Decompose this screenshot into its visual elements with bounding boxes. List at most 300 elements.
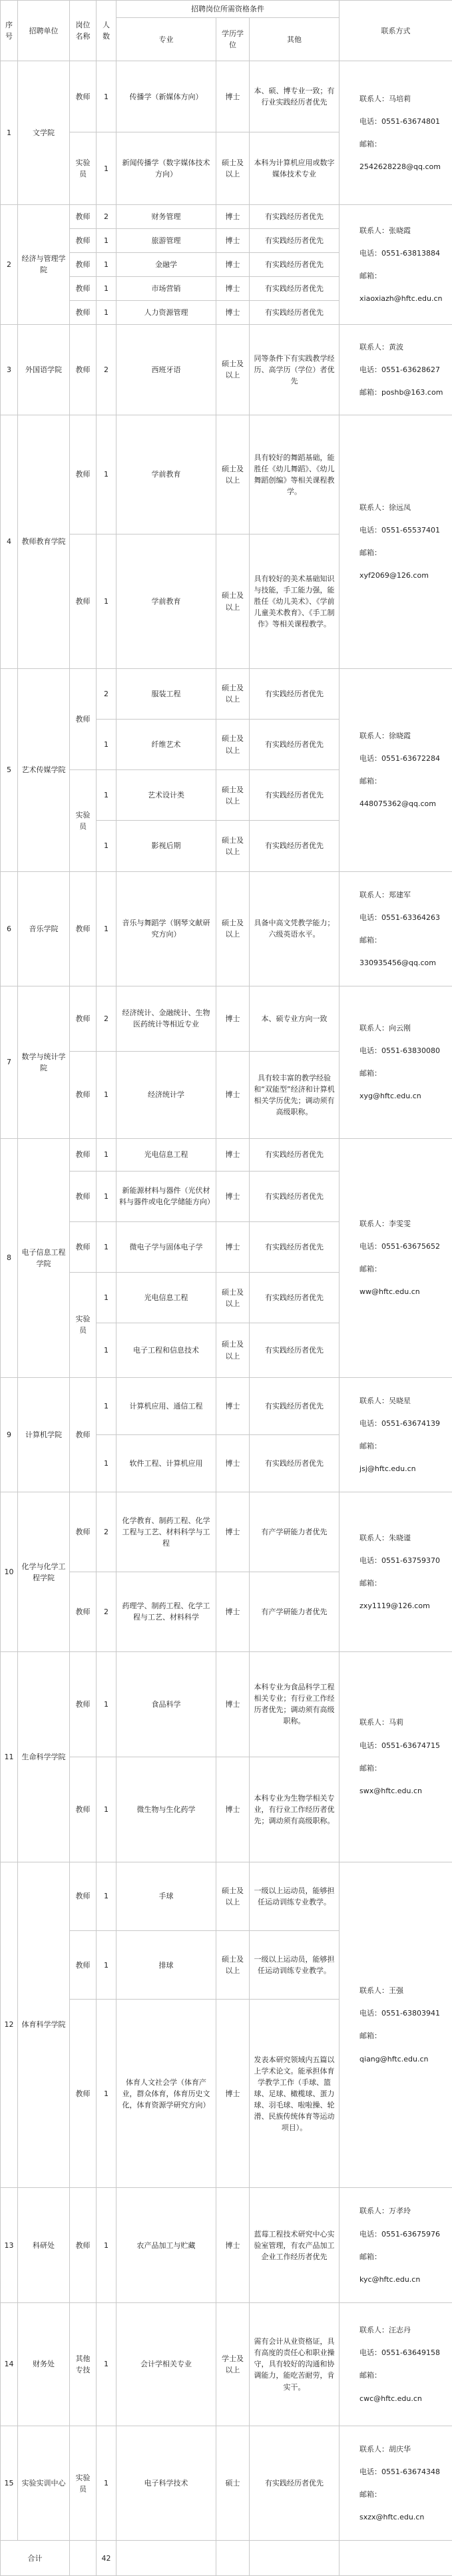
- contact-email: 448075362@qq.com: [359, 799, 436, 809]
- other-cell: 有实践经历者优先: [250, 252, 339, 276]
- degree-cell: 博士: [216, 1051, 250, 1138]
- degree-cell: 博士: [216, 228, 250, 252]
- total-blank: [216, 2541, 250, 2576]
- contact-person: 联系人：张晓霞: [359, 226, 411, 235]
- contact-cell: [339, 324, 452, 415]
- contact-person: 联系人：黄波: [359, 342, 404, 351]
- table-row: [1, 1862, 452, 1930]
- count-cell: 1: [97, 1273, 116, 1323]
- major-cell: 化学教育、制药工程、化学工程与工艺、材料科学与工程: [116, 1492, 216, 1572]
- major-cell: 学前教育: [116, 535, 216, 668]
- unit-index: 11: [1, 1651, 18, 1862]
- unit-index: 4: [1, 415, 18, 668]
- header-unit: 招聘单位: [18, 1, 70, 61]
- contact-email: swx@hftc.edu.cn: [359, 1786, 423, 1795]
- unit-name: 经济与管理学院: [18, 204, 70, 324]
- unit-index: 3: [1, 324, 18, 415]
- major-cell: 市场营销: [116, 276, 216, 300]
- contact-email: 邮箱：poshb@163.com: [359, 387, 443, 397]
- contact-email: qiang@hftc.edu.cn: [359, 2054, 429, 2063]
- count-cell: 1: [97, 1930, 116, 1999]
- degree-cell: 硕士及以上: [216, 770, 250, 821]
- unit-name: 文学院: [18, 61, 70, 205]
- contact-phone: 电话：0551-63675652: [359, 1242, 440, 1251]
- table-row: [1, 1138, 452, 1171]
- other-cell: 有实践经历者优先: [250, 1377, 339, 1434]
- count-cell: 1: [97, 535, 116, 668]
- table-row: [1, 871, 452, 986]
- position-cell: 教师: [70, 1171, 97, 1221]
- degree-cell: 硕士及以上: [216, 719, 250, 769]
- other-cell: 本、硕专业方向一致: [250, 986, 339, 1051]
- contact-email: xiaoxiazh@hftc.edu.cn: [359, 294, 443, 303]
- contact-cell: [339, 2188, 452, 2302]
- other-cell: 具有较丰富的教学经验和“双能型”经济和计算机相关学历优先；调动须有高级职称。: [250, 1051, 339, 1138]
- unit-index: 7: [1, 986, 18, 1138]
- count-cell: 1: [97, 252, 116, 276]
- other-cell: 有实践经历者优先: [250, 1138, 339, 1171]
- header-degree: 学历学位: [216, 18, 250, 61]
- count-cell: 1: [97, 2426, 116, 2540]
- position-cell: 教师: [70, 1138, 97, 1171]
- contact-person: 联系人：马莉: [359, 1718, 404, 1727]
- unit-name: 化学与化学工程学院: [18, 1492, 70, 1652]
- count-cell: 1: [97, 132, 116, 205]
- other-cell: 有实践经历者优先: [250, 1435, 339, 1492]
- table-row: [1, 2302, 452, 2426]
- contact-phone: 电话：0551-63803941: [359, 2009, 440, 2018]
- count-cell: 1: [97, 1323, 116, 1378]
- contact-phone: 电话：0551-63674801: [359, 117, 440, 126]
- major-cell: 艺术设计类: [116, 770, 216, 821]
- other-cell: 有实践经历者优先: [250, 668, 339, 719]
- contact-phone: 电话：0551-63649158: [359, 2348, 440, 2358]
- position-cell: 教师: [70, 986, 97, 1051]
- position-cell: 教师: [70, 1651, 97, 1757]
- total-blank: [250, 2541, 339, 2576]
- unit-name: 数学与统计学院: [18, 986, 70, 1138]
- contact-email: cwc@hftc.edu.cn: [359, 2394, 422, 2403]
- unit-index: 6: [1, 871, 18, 986]
- degree-cell: 硕士及以上: [216, 1862, 250, 1930]
- count-cell: 1: [97, 871, 116, 986]
- other-cell: 有产学研能力者优先: [250, 1572, 339, 1652]
- contact-email-label: 邮箱：: [359, 1265, 382, 1274]
- other-cell: 有实践经历者优先: [250, 300, 339, 324]
- unit-index: 13: [1, 2188, 18, 2302]
- degree-cell: 博士: [216, 276, 250, 300]
- position-cell: 教师: [70, 1492, 97, 1572]
- other-cell: 有实践经历者优先: [250, 2426, 339, 2540]
- degree-cell: 硕士及以上: [216, 132, 250, 205]
- unit-name: 音乐学院: [18, 871, 70, 986]
- other-cell: 有实践经历者优先: [250, 204, 339, 228]
- degree-cell: 博士: [216, 1138, 250, 1171]
- total-blank: [116, 2541, 216, 2576]
- contact-email: 330935456@qq.com: [359, 958, 436, 967]
- unit-name: 实验实训中心: [18, 2426, 70, 2540]
- header-count: 人数: [97, 1, 116, 61]
- contact-cell: [339, 871, 452, 986]
- other-cell: 具备中高文凭教学能力；六级英语水平。: [250, 871, 339, 986]
- other-cell: 有实践经历者优先: [250, 1171, 339, 1221]
- unit-name: 电子信息工程学院: [18, 1138, 70, 1377]
- contact-email-label: 邮箱：: [359, 1579, 382, 1588]
- unit-name: 生命科学学院: [18, 1651, 70, 1862]
- unit-index: 9: [1, 1377, 18, 1492]
- contact-person: 联系人：向云刚: [359, 1024, 411, 1033]
- count-cell: 1: [97, 2188, 116, 2302]
- contact-email-label: 邮箱：: [359, 2252, 382, 2261]
- count-cell: 1: [97, 770, 116, 821]
- unit-name: 计算机学院: [18, 1377, 70, 1492]
- count-cell: 1: [97, 415, 116, 535]
- contact-phone: 电话：0551-63628627: [359, 365, 440, 374]
- position-cell: 教师: [70, 871, 97, 986]
- contact-person: 联系人：郑建军: [359, 890, 411, 899]
- degree-cell: 硕士及以上: [216, 415, 250, 535]
- unit-name: 财务处: [18, 2302, 70, 2426]
- position-cell: 教师: [70, 1572, 97, 1652]
- header-index: 序号: [1, 1, 18, 61]
- count-cell: 1: [97, 1138, 116, 1171]
- degree-cell: 博士: [216, 1221, 250, 1272]
- table-row: [1, 2188, 452, 2302]
- degree-cell: 博士: [216, 1377, 250, 1434]
- contact-phone: 电话：0551-63674139: [359, 1419, 440, 1428]
- count-cell: 1: [97, 1862, 116, 1930]
- major-cell: 影视后期: [116, 821, 216, 871]
- position-cell: 实验员: [70, 132, 97, 205]
- other-cell: 有实践经历者优先: [250, 1273, 339, 1323]
- other-cell: 一级以上运动员，能够担任运动训练专业教学。: [250, 1862, 339, 1930]
- position-cell: 实验员: [70, 770, 97, 871]
- contact-email: 2542628228@qq.com: [359, 162, 441, 172]
- contact-cell: [339, 1651, 452, 1862]
- total-count: 42: [97, 2541, 116, 2576]
- contact-email: kyc@hftc.edu.cn: [359, 2274, 421, 2284]
- degree-cell: 硕士及以上: [216, 668, 250, 719]
- contact-email-label: 邮箱：: [359, 2032, 382, 2041]
- table-row: [1, 2426, 452, 2540]
- degree-cell: 硕士及以上: [216, 821, 250, 871]
- other-cell: 有实践经历者优先: [250, 276, 339, 300]
- unit-name: 外国语学院: [18, 324, 70, 415]
- count-cell: 1: [97, 1171, 116, 1221]
- position-cell: 教师: [70, 1051, 97, 1138]
- contact-email-label: 邮箱：: [359, 1442, 382, 1451]
- major-cell: 纤维艺术: [116, 719, 216, 769]
- contact-person: 联系人：王强: [359, 1986, 404, 1996]
- major-cell: 排球: [116, 1930, 216, 1999]
- major-cell: 西班牙语: [116, 324, 216, 415]
- degree-cell: 博士: [216, 204, 250, 228]
- position-cell: 其他专技: [70, 2302, 97, 2426]
- count-cell: 2: [97, 1492, 116, 1572]
- count-cell: 2: [97, 324, 116, 415]
- contact-cell: [339, 1492, 452, 1652]
- count-cell: 1: [97, 61, 116, 132]
- unit-name: 教师教育学院: [18, 415, 70, 668]
- count-cell: 2: [97, 1572, 116, 1652]
- major-cell: 服装工程: [116, 668, 216, 719]
- other-cell: 有产学研能力者优先: [250, 1492, 339, 1572]
- count-cell: 1: [97, 2302, 116, 2426]
- contact-email-label: 邮箱：: [359, 777, 382, 786]
- major-cell: 手球: [116, 1862, 216, 1930]
- position-cell: 教师: [70, 324, 97, 415]
- other-cell: 同等条件下有实践教学经历、高学历（学位）者优先: [250, 324, 339, 415]
- degree-cell: 硕士及以上: [216, 1323, 250, 1378]
- table-row: [1, 986, 452, 1051]
- other-cell: 有实践经历者优先: [250, 821, 339, 871]
- major-cell: 金融学: [116, 252, 216, 276]
- contact-phone: 电话：0551-63675976: [359, 2229, 440, 2239]
- degree-cell: 硕士及以上: [216, 1273, 250, 1323]
- count-cell: 1: [97, 821, 116, 871]
- contact-email: sxzx@hftc.edu.cn: [359, 2513, 425, 2522]
- contact-cell: [339, 668, 452, 871]
- position-cell: 教师: [70, 2000, 97, 2188]
- count-cell: 1: [97, 719, 116, 769]
- header-conditions: 招聘岗位所需资格条件: [116, 1, 339, 18]
- total-blank: [339, 2541, 452, 2576]
- table-row: [1, 415, 452, 535]
- contact-email: xyg@hftc.edu.cn: [359, 1092, 421, 1101]
- major-cell: 电子科学技术: [116, 2426, 216, 2540]
- count-cell: 1: [97, 1757, 116, 1862]
- degree-cell: 博士: [216, 2188, 250, 2302]
- position-cell: 教师: [70, 228, 97, 252]
- degree-cell: 博士: [216, 1171, 250, 1221]
- other-cell: 有实践经历者优先: [250, 228, 339, 252]
- contact-email: jsj@hftc.edu.cn: [359, 1464, 416, 1474]
- count-cell: 1: [97, 1435, 116, 1492]
- position-cell: 教师: [70, 1862, 97, 1930]
- header-major: 专业: [116, 18, 216, 61]
- contact-email-label: 邮箱：: [359, 2371, 382, 2380]
- other-cell: 蓝莓工程技术研究中心实验室管理，有农产品加工企业工作经历者优先: [250, 2188, 339, 2302]
- degree-cell: 博士: [216, 1572, 250, 1652]
- other-cell: 有实践经历者优先: [250, 770, 339, 821]
- contact-person: 联系人：万孝玲: [359, 2207, 411, 2216]
- major-cell: 软件工程、计算机应用: [116, 1435, 216, 1492]
- other-cell: 有实践经历者优先: [250, 719, 339, 769]
- contact-person: 联系人：吴晓星: [359, 1396, 411, 1405]
- other-cell: 本科为计算机应用或数字媒体技术专业: [250, 132, 339, 205]
- count-cell: 1: [97, 228, 116, 252]
- contact-email-label: 邮箱：: [359, 2490, 382, 2499]
- unit-index: 5: [1, 668, 18, 871]
- unit-name: 体育科学学院: [18, 1862, 70, 2188]
- major-cell: 农产品加工与贮藏: [116, 2188, 216, 2302]
- degree-cell: 硕士及以上: [216, 1930, 250, 1999]
- major-cell: 微生物与生化药学: [116, 1757, 216, 1862]
- contact-cell: [339, 2426, 452, 2540]
- contact-person: 联系人：朱晓谨: [359, 1533, 411, 1542]
- contact-phone: 电话：0551-63364263: [359, 913, 440, 922]
- contact-email: xyf2069@126.com: [359, 571, 429, 580]
- degree-cell: 博士: [216, 1651, 250, 1757]
- table-row: [1, 668, 452, 719]
- major-cell: 会计学相关专业: [116, 2302, 216, 2426]
- major-cell: 新闻传播学（数字媒体技术方向）: [116, 132, 216, 205]
- contact-cell: [339, 61, 452, 205]
- contact-person: 联系人：李雯雯: [359, 1219, 411, 1229]
- position-cell: 教师: [70, 1930, 97, 1999]
- contact-email-label: 邮箱：: [359, 1069, 382, 1078]
- contact-person: 联系人：汪志丹: [359, 2326, 411, 2335]
- header-other: 其他: [250, 18, 339, 61]
- major-cell: 财务管理: [116, 204, 216, 228]
- contact-cell: [339, 415, 452, 668]
- other-cell: 有实践经历者优先: [250, 1221, 339, 1272]
- position-cell: 教师: [70, 415, 97, 535]
- other-cell: 发表本研究领域内五篇以上学术论文。能承担体育学教学工作（手球、篮球、足球、橄榄球、蛋力球、羽毛球、啦啦操、轮滑、民族传统体育等运动项目）。: [250, 2000, 339, 2188]
- count-cell: 1: [97, 1221, 116, 1272]
- major-cell: 学前教育: [116, 415, 216, 535]
- degree-cell: 博士: [216, 986, 250, 1051]
- position-cell: 实验员: [70, 2426, 97, 2540]
- table-row: [1, 324, 452, 415]
- degree-cell: 硕士及以上: [216, 324, 250, 415]
- major-cell: 药理学、制药工程、化学工程与工艺、材料科学: [116, 1572, 216, 1652]
- contact-email-label: 邮箱：: [359, 140, 382, 149]
- contact-person: 联系人：胡庆华: [359, 2445, 411, 2454]
- contact-person: 联系人：徐晓霞: [359, 731, 411, 740]
- other-cell: 有实践经历者优先: [250, 1323, 339, 1378]
- unit-index: 14: [1, 2302, 18, 2426]
- position-cell: 教师: [70, 61, 97, 132]
- header-contact: 联系方式: [339, 1, 452, 61]
- header-position: 岗位名称: [70, 1, 97, 61]
- position-cell: 教师: [70, 300, 97, 324]
- contact-email-label: 邮箱：: [359, 271, 382, 280]
- degree-cell: 博士: [216, 1435, 250, 1492]
- major-cell: 电子工程和信息技术: [116, 1323, 216, 1378]
- other-cell: 本科专业为生物学相关专业，有行业工作经历者优先；调动须有高级职称。: [250, 1757, 339, 1862]
- count-cell: 1: [97, 1377, 116, 1434]
- count-cell: 1: [97, 300, 116, 324]
- position-cell: 教师: [70, 252, 97, 276]
- contact-cell: [339, 2302, 452, 2426]
- position-cell: 教师: [70, 1221, 97, 1272]
- degree-cell: 博士: [216, 2000, 250, 2188]
- degree-cell: 博士: [216, 1757, 250, 1862]
- position-cell: 教师: [70, 668, 97, 769]
- major-cell: 新能源材料与器件（光伏材料与器件或电化学储能方向）: [116, 1171, 216, 1221]
- major-cell: 体育人文社会学（体育产业，群众体育，体育历史文化，体育资源学研究方向）: [116, 2000, 216, 2188]
- degree-cell: 博士: [216, 300, 250, 324]
- contact-phone: 电话：0551-63674715: [359, 1741, 440, 1750]
- table-row: [1, 61, 452, 132]
- contact-email-label: 邮箱：: [359, 548, 382, 558]
- major-cell: 人力资源管理: [116, 300, 216, 324]
- degree-cell: 博士: [216, 1492, 250, 1572]
- unit-index: 8: [1, 1138, 18, 1377]
- degree-cell: 硕士及以上: [216, 871, 250, 986]
- table-row: [1, 1377, 452, 1434]
- degree-cell: 硕士: [216, 2426, 250, 2540]
- contact-email: zxy1119@126.com: [359, 1602, 430, 1611]
- position-cell: 教师: [70, 2188, 97, 2302]
- position-cell: 教师: [70, 1757, 97, 1862]
- contact-phone: 电话：0551-63830080: [359, 1046, 440, 1056]
- degree-cell: 硕士及以上: [216, 535, 250, 668]
- unit-name: 科研处: [18, 2188, 70, 2302]
- major-cell: 食品科学: [116, 1651, 216, 1757]
- major-cell: 计算机应用、通信工程: [116, 1377, 216, 1434]
- contact-phone: 电话：0551-63813884: [359, 248, 440, 258]
- contact-cell: [339, 1138, 452, 1377]
- position-cell: 教师: [70, 1377, 97, 1492]
- count-cell: 1: [97, 1651, 116, 1757]
- table-row: [1, 204, 452, 228]
- major-cell: 旅游管理: [116, 228, 216, 252]
- position-cell: 教师: [70, 204, 97, 228]
- other-cell: 具有较好的舞蹈基础，能胜任《幼儿舞蹈》、《幼儿舞蹈创编》等相关课程教学。: [250, 415, 339, 535]
- contact-email-label: 邮箱：: [359, 1763, 382, 1773]
- major-cell: 经济统计学: [116, 1051, 216, 1138]
- total-spacer: [70, 2541, 97, 2576]
- contact-phone: 电话：0551-63672284: [359, 754, 440, 763]
- major-cell: 光电信息工程: [116, 1273, 216, 1323]
- major-cell: 微电子学与固体电子学: [116, 1221, 216, 1272]
- other-cell: 需有会计从业资格证，具有高度的责任心和职业操守，具有较好的沟通和协调能力，能吃苦耐劳，肯实干。: [250, 2302, 339, 2426]
- count-cell: 2: [97, 668, 116, 719]
- other-cell: 一级以上运动员，能够担任运动训练专业教学。: [250, 1930, 339, 1999]
- count-cell: 1: [97, 276, 116, 300]
- degree-cell: 学士及以上: [216, 2302, 250, 2426]
- total-label: 合计: [1, 2541, 70, 2576]
- other-cell: 本科专业为食品科学工程相关专业；有行业工作经历者优先；调动须有高级职称。: [250, 1651, 339, 1757]
- count-cell: 2: [97, 204, 116, 228]
- other-cell: 本、硕、博专业一致；有行业实践经历者优先: [250, 61, 339, 132]
- contact-cell: [339, 204, 452, 324]
- unit-index: 12: [1, 1862, 18, 2188]
- contact-phone: 电话：0551-63759370: [359, 1556, 440, 1565]
- contact-person: 联系人：马培莉: [359, 95, 411, 104]
- total-row: [1, 2541, 452, 2576]
- degree-cell: 博士: [216, 61, 250, 132]
- contact-phone: 电话：0551-65537401: [359, 526, 440, 535]
- other-cell: 具有较好的美术基础知识与技能，手工能力强，能胜任《幼儿美术》、《学前儿童美术教育》、《手工制作》等相关课程教学。: [250, 535, 339, 668]
- unit-index: 15: [1, 2426, 18, 2540]
- contact-cell: [339, 1377, 452, 1492]
- unit-index: 10: [1, 1492, 18, 1652]
- unit-name: 艺术传媒学院: [18, 668, 70, 871]
- table-row: [1, 1492, 452, 1572]
- degree-cell: 博士: [216, 252, 250, 276]
- contact-phone: 电话：0551-63674348: [359, 2468, 440, 2477]
- count-cell: 2: [97, 986, 116, 1051]
- contact-person: 联系人：徐远凤: [359, 503, 411, 513]
- unit-index: 1: [1, 61, 18, 205]
- count-cell: 1: [97, 2000, 116, 2188]
- unit-index: 2: [1, 204, 18, 324]
- major-cell: 光电信息工程: [116, 1138, 216, 1171]
- position-cell: 实验员: [70, 1273, 97, 1378]
- contact-cell: [339, 1862, 452, 2188]
- contact-email: ww@hftc.edu.cn: [359, 1287, 420, 1297]
- major-cell: 经济统计、金融统计、生物医药统计等相近专业: [116, 986, 216, 1051]
- contact-email-label: 邮箱：: [359, 935, 382, 945]
- table-row: [1, 1651, 452, 1757]
- position-cell: 教师: [70, 535, 97, 668]
- major-cell: 传播学（新媒体方向）: [116, 61, 216, 132]
- count-cell: 1: [97, 1051, 116, 1138]
- header-row-1: [1, 1, 452, 18]
